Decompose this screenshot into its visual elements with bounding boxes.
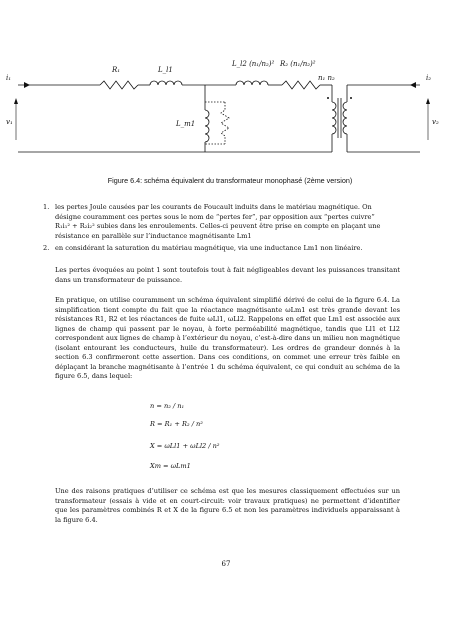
paragraph-pertes: Les pertes évoquées au point 1 sont toutefois tout à fait négligeables devant les puissances transitant dans un transformateur de puissance.	[55, 266, 400, 284]
label-n1n2: n₁ n₂	[318, 74, 335, 82]
equivalent-circuit-figure	[0, 40, 452, 170]
label-R1: R₁	[112, 66, 121, 74]
label-i2: i₂	[426, 74, 432, 82]
equation-n: n = n₂ / n₁	[150, 402, 185, 410]
list-item-1	[43, 203, 385, 241]
label-Ll2: L_l2 (n₁/n₂)²	[232, 60, 275, 68]
list-item-1-text: les pertes Joule causées par les courants de Foucault induits dans le matériau magnétique. On désigne couramment ces pertes sous le nom de “pertes fer”, par opposition aux “pertes cuivre” R₁i₁² + R₂i₂² subies dans les enroulements. Celles-ci peuvent être prise en compte en plaçant une résistance en parallèle sur l’inductance magnétisante Lm1	[55, 203, 381, 240]
label-R2: R₂ (n₁/n₂)²	[280, 60, 316, 68]
figure-caption: Figure 6.4: schéma équivalent du transformateur monophasé (2ème version)	[107, 176, 353, 185]
equation-Xm: Xm = ωLm1	[150, 462, 191, 470]
list-item-2-number: 2.	[43, 244, 50, 252]
paragraph-pratique: En pratique, on utilise couramment un schéma équivalent simplifié dérivé de celui de la figure 6.4. La simplification tient compte du fait que la réactance magnétisante ωLm1 est très grande devant les résistances R1, R2 et les réactances de fuite ωLl1, ωLl2. Rappelons en effet que Lm1 est associée aux lignes de champ qui passent par le noyau, à forte perméabilité magnétique, tandis que Ll1 et Ll2 correspondent aux lignes de champ à l’extérieur du noyau, c’est-à-dire dans un milieu non magnétique (isolant entourant les conducteurs, huile du transformateur). Les ordres de grandeur donnés à la section 6.3 confirmeront cette assertion. Dans ces conditions, on commet une erreur très faible en déplaçant la branche magnétisante à l’entrée 1 du schéma équivalent, ce qui conduit au schéma de la figure 6.5, dans lequel:	[55, 296, 400, 381]
list-item-2-text: en considérant la saturation du matériau magnétique, via une inductance Lm1 non linéaire.	[55, 244, 363, 252]
equation-X: X = ωLl1 + ωLl2 / n²	[150, 442, 220, 450]
label-v2: v₂	[432, 118, 439, 126]
label-Ll1: L_l1	[158, 66, 173, 74]
label-v1: v₁	[6, 118, 13, 126]
list-item-2	[43, 244, 385, 254]
list-item-1-number: 1.	[43, 203, 50, 211]
label-i1: i₁	[6, 74, 12, 82]
equation-R: R = R₁ + R₂ / n²	[150, 420, 203, 428]
page-number: 67	[221, 560, 231, 568]
paragraph-raisons: Une des raisons pratiques d’utiliser ce schéma est que les mesures classiquement effectuées sur un transformateur (essais à vide et en court-circuit: voir travaux pratiques) ne permettent d’identifier que les paramètres combinés R et X de la figure 6.5 et non les paramètres individuels apparaissant à la figure 6.4.	[55, 487, 400, 524]
label-Lm1: L_m1	[176, 120, 196, 128]
